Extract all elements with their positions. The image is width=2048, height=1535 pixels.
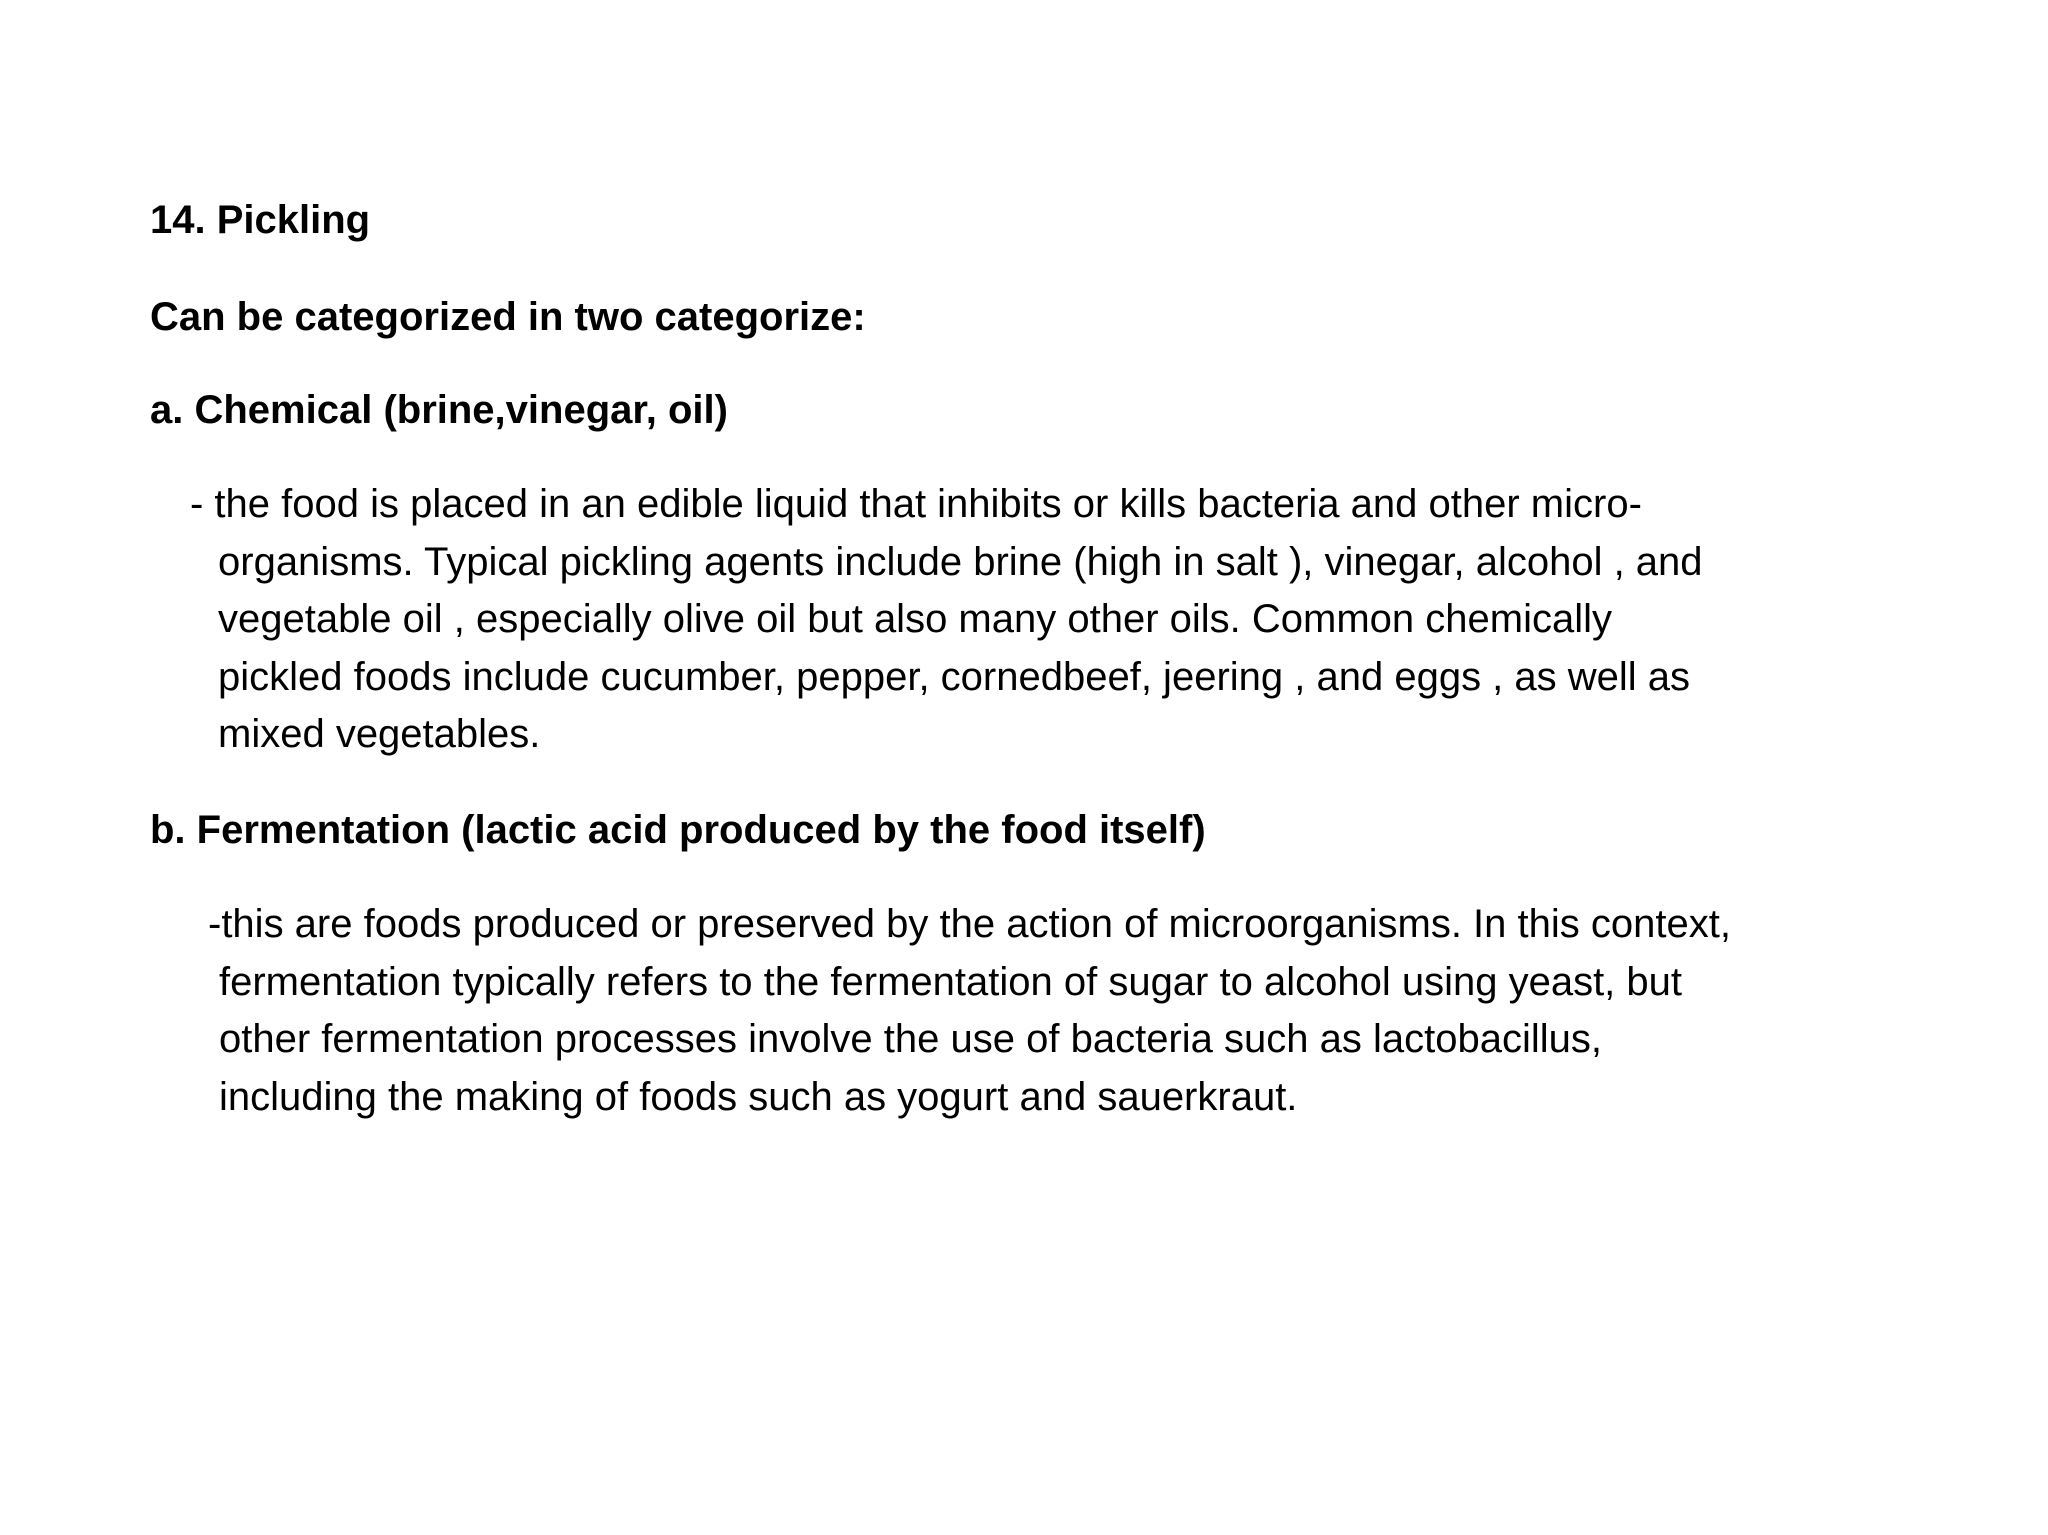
section-b-paragraph [208,896,1731,1126]
intro-text: Can be categorized in two categorize: [150,295,866,339]
section-a-line: organisms. Typical pickling agents include brine (high in salt ), vinegar, alcohol , and [218,539,1703,584]
section-b-line: fermentation typically refers to the fermentation of sugar to alcohol using yeast, but [219,959,1683,1004]
section-b-line: including the making of foods such as yogurt and sauerkraut. [219,1074,1298,1119]
section-b-heading: b. Fermentation (lactic acid produced by the food itself) [150,808,1206,852]
section-a-line: pickled foods include cucumber, pepper, cornedbeef, jeering , and eggs , as well as [218,654,1691,699]
section-a-heading: a. Chemical (brine,vinegar, oil) [150,388,728,432]
section-b-line: -this are foods produced or preserved by the action of microorganisms. In this context, [208,902,1731,946]
section-a-line: vegetable oil , especially olive oil but also many other oils. Common chemically [218,597,1612,641]
section-a-paragraph [190,476,1703,764]
slide-title: 14. Pickling [150,198,371,242]
section-a-line: mixed vegetables. [218,712,541,756]
section-a-line: - the food is placed in an edible liquid that inhibits or kills bacteria and other micro- [190,482,1642,526]
section-b-line: other fermentation processes involve the use of bacteria such as lactobacillus, [219,1017,1602,1061]
